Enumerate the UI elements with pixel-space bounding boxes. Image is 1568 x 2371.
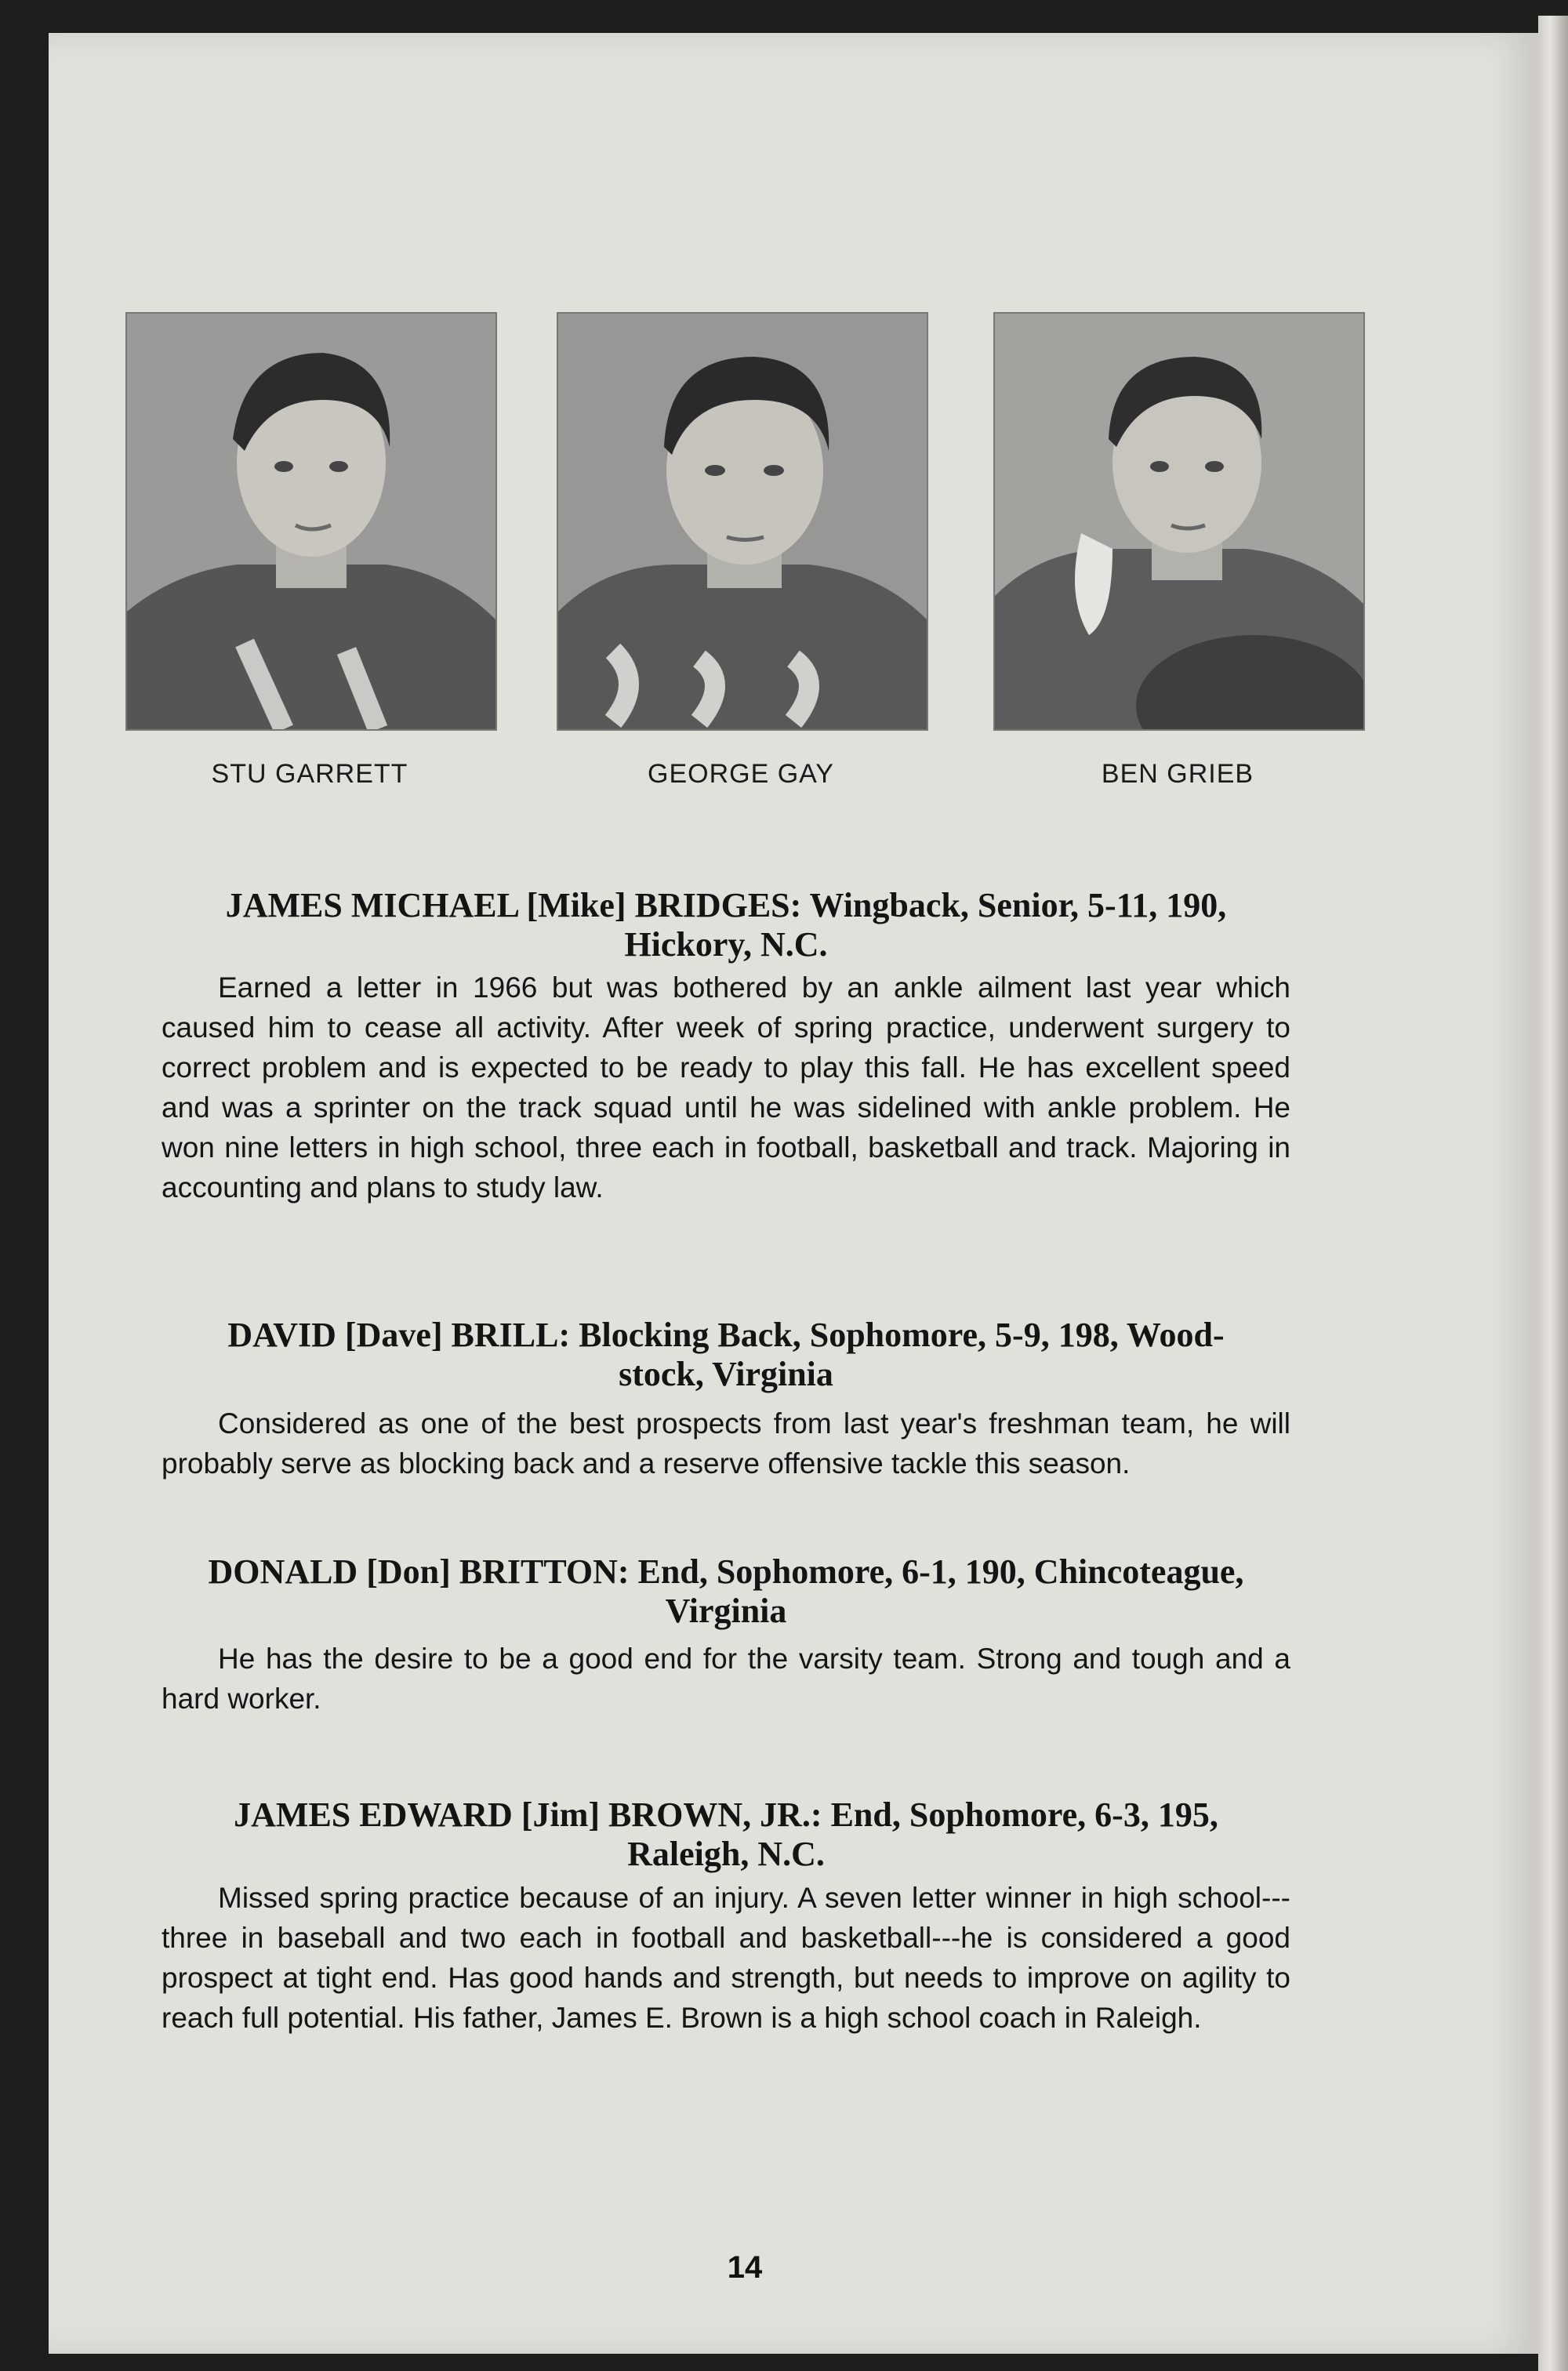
entry-heading-line: JAMES MICHAEL [Mike] BRIDGES: Wingback, Senior, 5-11, 190, bbox=[225, 886, 1227, 924]
photo-caption-garrett: STU GARRETT bbox=[211, 759, 408, 789]
page-edge bbox=[1538, 16, 1568, 2371]
entry-heading-line: Hickory, N.C. bbox=[624, 925, 828, 964]
entry-heading-line: DONALD [Don] BRITTON: End, Sophomore, 6-1, 190, Chincoteague, bbox=[208, 1552, 1244, 1591]
page-number: 14 bbox=[727, 2250, 763, 2285]
player-photo-garrett bbox=[125, 312, 497, 731]
player-photo-grieb bbox=[993, 312, 1365, 731]
entry-heading-line: Raleigh, N.C. bbox=[627, 1835, 825, 1873]
photo-caption-grieb: BEN GRIEB bbox=[1101, 759, 1254, 789]
entry-heading-line: DAVID [Dave] BRILL: Blocking Back, Sophomore, 5-9, 198, Wood- bbox=[227, 1316, 1225, 1354]
player-photo-gay bbox=[557, 312, 928, 731]
entry-heading-line: Virginia bbox=[665, 1592, 787, 1630]
entry-heading-brill bbox=[162, 1316, 1290, 1394]
entry-heading-brown bbox=[162, 1795, 1290, 1874]
entry-heading-bridges bbox=[162, 886, 1290, 964]
entry-heading-line: JAMES EDWARD [Jim] BROWN, JR.: End, Sophomore, 6-3, 195, bbox=[234, 1795, 1218, 1834]
entry-heading-britton bbox=[162, 1552, 1290, 1631]
photo-caption-gay: GEORGE GAY bbox=[648, 759, 834, 789]
entry-body-brown: Missed spring practice because of an injury. A seven letter winner in high school---three in baseball and two each in football and basketball---he is considered a good prospect at tight end. Has good hands and strength, but needs to improve on agility to reach full potential. His father, James E. Brown is a high school coach in Raleigh. bbox=[162, 1882, 1290, 2034]
entry-body-britton: He has the desire to be a good end for the varsity team. Strong and tough and a hard worker. bbox=[162, 1643, 1290, 1715]
entry-body-brill: Considered as one of the best prospects from last year's freshman team, he will probably serve as blocking back and a reserve offensive tackle this season. bbox=[162, 1407, 1290, 1480]
entry-body-bridges: Earned a letter in 1966 but was bothered by an ankle ailment last year which caused him to cease all activity. After week of spring practice, underwent surgery to correct problem and is expected to be ready to play this fall. He has excellent speed and was a sprinter on the track squad until he was sidelined with ankle problem. He won nine letters in high school, three each in football, basketball and track. Majoring in accounting and plans to study law. bbox=[162, 971, 1290, 1204]
entry-heading-line: stock, Virginia bbox=[619, 1355, 833, 1393]
